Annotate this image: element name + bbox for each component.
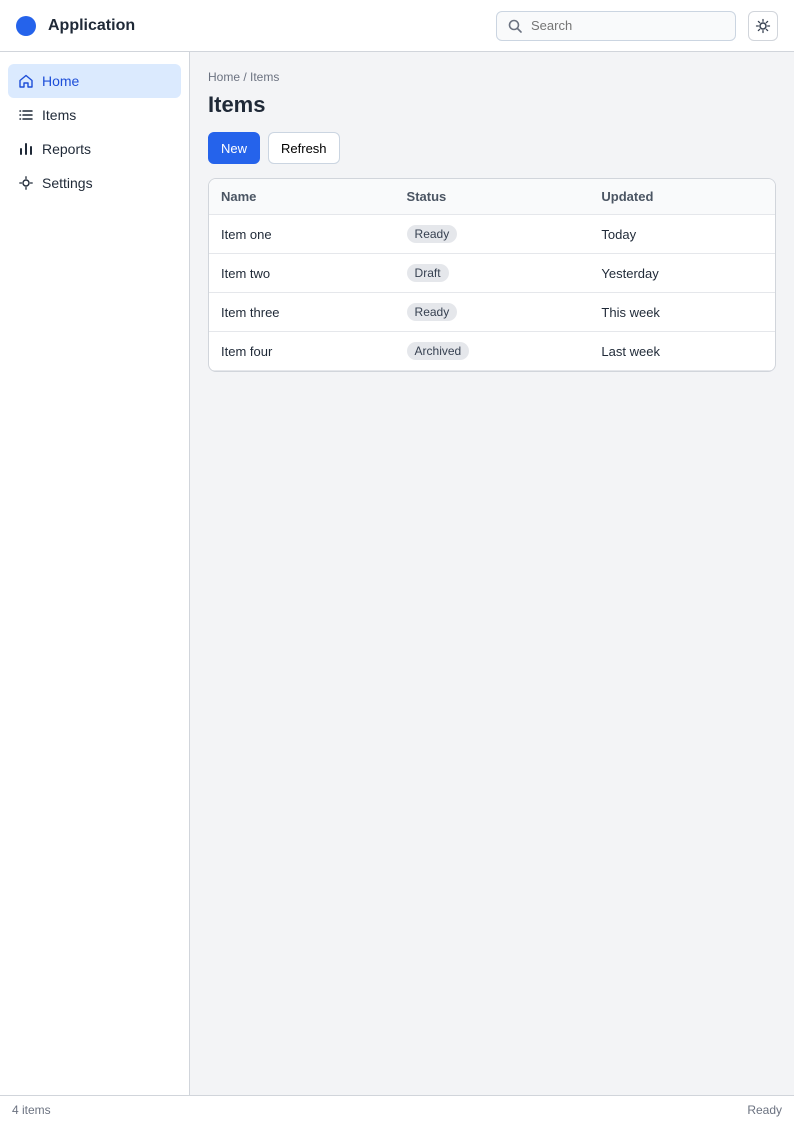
table-row[interactable] (209, 254, 775, 293)
table-row[interactable] (209, 332, 775, 371)
table-row[interactable] (209, 215, 775, 254)
table-cell-name: Item one (209, 215, 395, 254)
status-left: 4 items (12, 1102, 51, 1117)
status-badge: Archived (407, 342, 470, 360)
table-header-row (209, 179, 775, 215)
table-cell-status (395, 254, 590, 293)
top-header (0, 0, 794, 52)
table-cell-name: Item two (209, 254, 395, 293)
table-cell-name: Item three (209, 293, 395, 332)
table-cell-status (395, 332, 590, 371)
sidebar-item-label: Items (42, 107, 77, 123)
items-table-card (208, 178, 776, 372)
table-cell-status (395, 215, 590, 254)
refresh-button[interactable]: Refresh (268, 132, 340, 164)
gear-icon (755, 18, 771, 34)
table-header-name: Name (209, 179, 395, 215)
sidebar-item-label: Home (42, 73, 80, 89)
status-badge: Ready (407, 225, 458, 243)
table-cell-updated: Last week (589, 332, 775, 371)
sidebar-item-label: Reports (42, 141, 92, 157)
sidebar-item-label: Settings (42, 175, 93, 191)
sidebar (0, 52, 190, 1095)
list-icon (18, 107, 34, 123)
sidebar-item-settings[interactable] (8, 166, 181, 200)
status-bar (0, 1095, 794, 1123)
main-content (190, 52, 794, 1095)
status-badge: Ready (407, 303, 458, 321)
toolbar (208, 132, 776, 164)
status-right: Ready (747, 1102, 782, 1117)
sidebar-item-items[interactable] (8, 98, 181, 132)
table-header-status: Status (395, 179, 590, 215)
table-cell-updated: Today (589, 215, 775, 254)
app-title: Application (48, 16, 136, 34)
sidebar-item-reports[interactable] (8, 132, 181, 166)
table-cell-updated: Yesterday (589, 254, 775, 293)
home-icon (18, 73, 34, 89)
status-badge: Draft (407, 264, 449, 282)
breadcrumb: Home / Items (208, 70, 280, 84)
table-cell-updated: This week (589, 293, 775, 332)
new-button[interactable]: New (208, 132, 260, 164)
app-logo-icon (16, 16, 36, 36)
search-box[interactable] (496, 11, 736, 41)
sidebar-item-home[interactable] (8, 64, 181, 98)
table-header-updated: Updated (589, 179, 775, 215)
items-table (209, 179, 775, 371)
page-title: Items (208, 92, 266, 117)
chart-icon (18, 141, 34, 157)
table-row[interactable] (209, 293, 775, 332)
search-input[interactable] (529, 17, 725, 34)
settings-button[interactable] (748, 11, 778, 41)
table-cell-status (395, 293, 590, 332)
table-cell-name: Item four (209, 332, 395, 371)
search-icon (507, 18, 523, 34)
workspace (0, 52, 794, 1095)
gear-icon (18, 175, 34, 191)
